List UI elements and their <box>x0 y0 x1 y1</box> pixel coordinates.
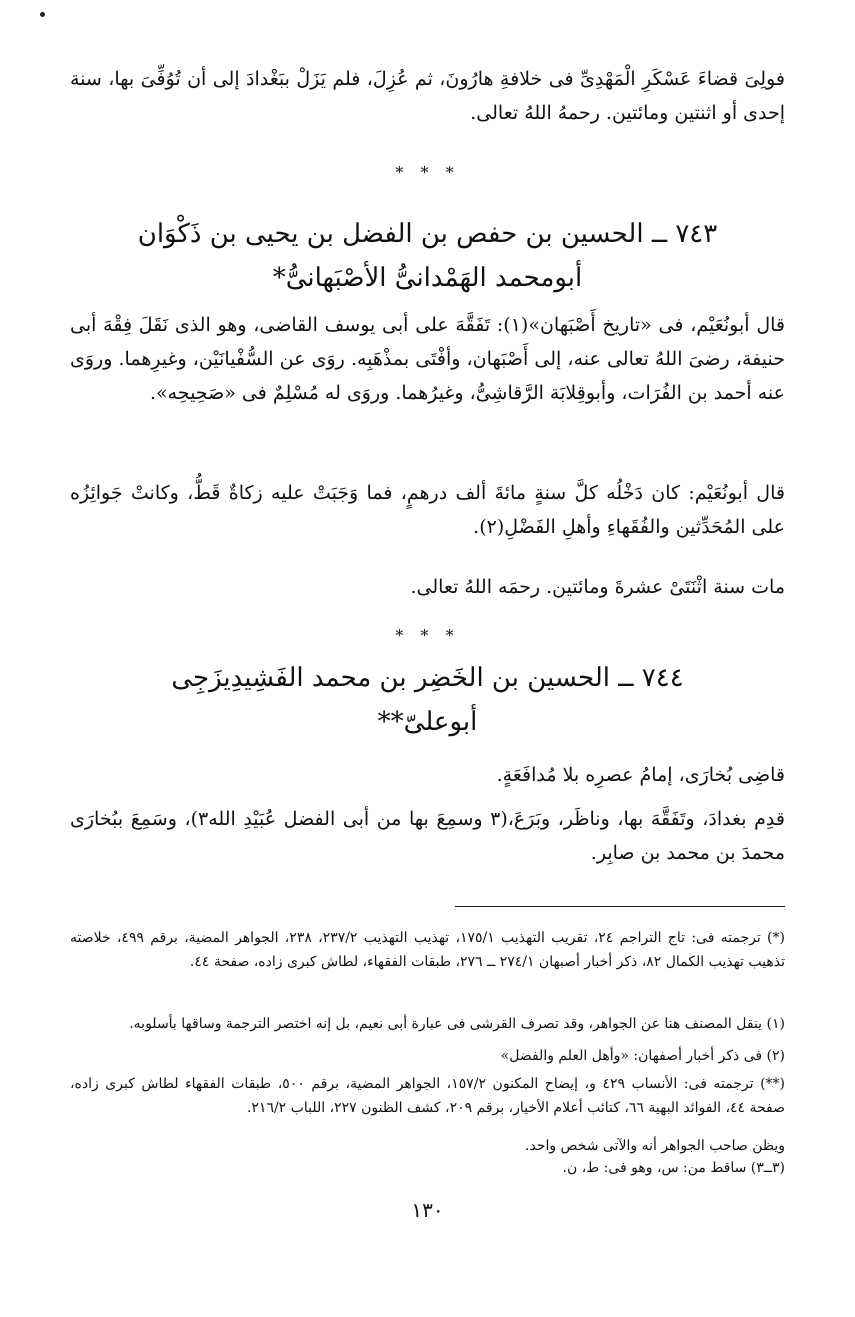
footnote: (١) ينقل المصنف هنا عن الجواهر، وقد تصرف القرشى فى عبارة أبى نعيم، بل إنه اختصر الترجمة وساقها بأسلوبه. <box>129 1016 785 1032</box>
entry-743-paragraph-3: مات سنة اثْنَتَىْ عشرةَ ومائتين. رحمَه اللهُ تعالى. <box>410 576 785 598</box>
footnote: ويظن صاحب الجواهر أنه والآتى شخص واحد. <box>525 1138 785 1154</box>
entry-743-paragraph-1: قال أبونُعَيْم، فى «تاريخ أَصْبَهان»(١): تَفَقَّهَ على أبى يوسف القاضى، وهو الذى نَقَلَ فِقْهَ أبى حنيفة، رضىَ اللهُ تعالى عنه، إلى أَصْبَهان، وأفْتَى بمذْهَبِه. روَى عن السُّفْيانَيْن، وغيرِهما. وروَى عنه أحمد بن الفُرَات، وأبوقِلابَة الرَّقاشِىُّ، وغيرُهما. وروَى له مُسْلِمٌ فى «صَحِيحِه». <box>70 314 786 404</box>
continued-paragraph: فولِىَ قضاءَ عَسْكَرِ الْمَهْدِىِّ فى خلافةِ هارُونَ، ثم عُزِلَ، فلم يَزَلْ ببَغْدادَ إلى أن تُوُفِّىَ بها، سنة إحدى أو اثنتين ومائتين. رحمهُ اللهُ تعالى. <box>70 68 785 124</box>
entry-heading <box>60 656 795 744</box>
footnote-rule <box>455 906 785 907</box>
entry-744-kunya: أبوعلىّ** <box>377 707 478 737</box>
footnote: (*) ترجمته فى: تاج التراجم ٢٤، تقريب التهذيب ١٧٥/١، تهذيب التهذيب ٢٣٧/٢، ٢٣٨، الجواهر المضية، برقم ٤٩٩، خلاصته تذهيب تهذيب الكمال ٨٢، ذكر أخبار أصبهان ٢٧٤/١ ــ ٢٧٦، طبقات الفقهاء، لطاش كبرى زاده، صفحة ٤٤. <box>70 930 785 970</box>
entry-heading <box>60 212 795 300</box>
entry-744-paragraph-1: قاضِى بُخارَى، إمامُ عصرِه بلا مُدافَعَةٍ. <box>496 764 785 786</box>
page-mark-dot <box>40 12 45 17</box>
footnote: (**) ترجمته فى: الأنساب ٤٢٩ و، إيضاح المكنون ١٥٧/٢، الجواهر المضية، برقم ٥٠٠، طبقات الفقهاء لطاش كبرى زاده، صفحة ٤٤، الفوائد البهية ٦٦، كتائب أعلام الأخيار، برقم ٢٠٩، كشف الظنون ٢٢٧، اللباب ٢١٦/٢. <box>70 1076 786 1116</box>
entry-743-kunya: أبومحمد الهَمْدانىُّ الأصْبَهانىُّ* <box>272 263 583 293</box>
page-number: ١٣٠ <box>411 1198 444 1222</box>
entry-744-paragraph-2: قدِم بغدادَ، وتَفَقَّهَ بها، وناظَر، وبَرَعَ،(٣ وسمِعَ بها من أبى الفضل عُبَيْدِ الله٣)، وسَمِعَ ببُخارَى محمدَ بن محمد بن صابِر. <box>70 808 785 864</box>
entry-743-title: ٧٤٣ ــ الحسين بن حفص بن الفضل بن يحيى بن ذَكْوَان <box>137 219 718 249</box>
entry-744-title: ٧٤٤ ــ الحسين بن الخَضِر بن محمد الفَشِيدِيزَجِى <box>171 663 684 693</box>
footnote: (٣ــ٣) ساقط من: س، وهو فى: ط، ن. <box>562 1160 785 1176</box>
section-separator: * * * <box>395 626 460 645</box>
entry-743-paragraph-2: قال أبونُعَيْم: كان دَخْلُه كلَّ سنةٍ مائةَ ألف درهمٍ، فما وَجَبَتْ عليه زكاةٌ قَطُّ، وكانتْ جَوائِزُه على المُحَدِّثين والفُقَهاءِ وأهلِ الفَضْلِ(٢). <box>70 482 785 538</box>
section-separator: * * * <box>395 163 460 182</box>
footnote: (٢) فى ذكر أخبار أصفهان: «وأهل العلم والفضل» <box>500 1048 785 1064</box>
